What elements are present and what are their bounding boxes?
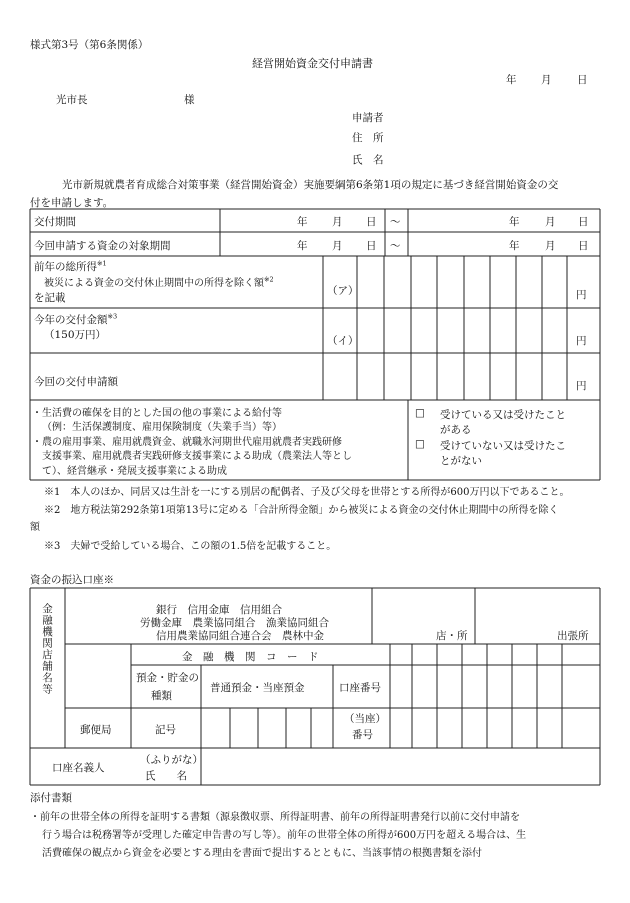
- benefit-text-line4: 支援事業、雇用就農者実践研修支援事業による助成（農業法人等とし: [42, 451, 352, 462]
- target-period-start-year: 年: [297, 240, 308, 252]
- option-not-received-label: 受けていない又は受けたこ: [440, 440, 566, 452]
- grant-period-end-day: 日: [578, 216, 589, 228]
- target-period-label: 今回申請する資金の対象期間: [34, 240, 171, 252]
- date-day-label: 日: [577, 74, 588, 86]
- request-amount-yen: 円: [576, 380, 587, 392]
- grant-amount-label-line2: （150万円）: [44, 329, 107, 341]
- target-period-start-month: 月: [332, 240, 343, 252]
- bank-office-label: 出張所: [557, 630, 589, 642]
- option-received-checkbox[interactable]: □: [415, 407, 425, 419]
- account-holder-label: 口座名義人: [52, 762, 105, 774]
- attachments-title: 添付書類: [30, 792, 72, 804]
- addressee-sama: 様: [184, 94, 195, 106]
- applicant-label: 申請者: [352, 112, 384, 124]
- bank-types-line2: 労働金庫 農業協同組合 漁業協同組合: [140, 617, 329, 629]
- bank-branch-label: 店・所: [436, 630, 468, 642]
- applicant-name-label: 氏 名: [352, 154, 384, 166]
- grant-period-label: 交付期間: [34, 216, 76, 228]
- target-period-end-year: 年: [509, 240, 520, 252]
- grant-period-start-year: 年: [297, 216, 308, 228]
- bank-section-title: 資金の振込口座※: [30, 574, 114, 586]
- option-not-received-label-cont: とがない: [440, 455, 482, 467]
- bank-types-line1: 銀行 信用金庫 信用組合: [156, 604, 282, 616]
- post-symbol-label: 記号: [155, 724, 176, 736]
- grant-period-end-month: 月: [545, 216, 556, 228]
- attachments-line2: 行う場合は税務署等が受理した確定申告書の写し等）。前年の世帯全体の所得が600万円を超える場合は、生: [42, 830, 527, 841]
- benefit-text-line3: ・農の雇用事業、雇用就農資金、就職氷河期世代雇用就農者実践研修: [32, 437, 342, 448]
- prev-income-a-label: （ア）: [327, 285, 359, 297]
- grant-period-tilde: ～: [390, 216, 401, 228]
- post-current-label-line2: 番号: [352, 729, 373, 741]
- attachments-line3: 活費確保の観点から資金を必要とする理由を書面で提出するとともに、当該事情の根拠書類を添付: [42, 848, 482, 859]
- bank-code-label: 金 融 機 関 コ ー ド: [182, 651, 319, 663]
- benefit-text-line5: て）、経営継承・発展支援事業による助成: [42, 466, 227, 477]
- option-received-label: 受けている又は受けたこと: [440, 409, 566, 421]
- deposit-kind-options: 普通預金・当座預金: [210, 682, 305, 694]
- option-received-label-cont: がある: [440, 424, 472, 436]
- holder-name-label: 氏 名: [145, 770, 187, 782]
- bank-side-label: 金融機関店舗名等: [41, 603, 53, 695]
- benefit-text-line2: （例：生活保護制度、雇用保険制度（失業手当）等）: [42, 422, 282, 433]
- deposit-type-label-line2: 種類: [151, 690, 172, 702]
- date-year-label: 年: [506, 74, 517, 86]
- target-period-end-day: 日: [578, 240, 589, 252]
- option-not-received-checkbox[interactable]: □: [415, 438, 425, 450]
- form-number: 様式第3号（第6条関係）: [30, 39, 149, 51]
- prev-income-yen: 円: [576, 289, 587, 301]
- post-office-label: 郵便局: [80, 724, 112, 736]
- benefit-text-line1: ・生活費の確保を目的とした国の他の事業による給付等: [32, 408, 282, 419]
- prev-income-label-line1: 前年の総所得$^{※1}$: [34, 259, 107, 273]
- post-current-label-line1: （当座）: [344, 713, 386, 725]
- note-2-line1: ※2 地方税法第292条第1項第13号に定める「合計所得金額」から被災による資金の交付休止期間中の所得を除く: [44, 505, 559, 516]
- note-2-line2: 額: [30, 522, 40, 533]
- target-period-end-month: 月: [545, 240, 556, 252]
- grant-amount-i-label: （イ）: [327, 335, 359, 347]
- prev-income-label-line3: を記載: [34, 292, 66, 304]
- intro-text-line1: 光市新規就農者育成総合対策事業（経営開始資金）実施要綱第6条第1項の規定に基づき経営開始資金の交: [62, 179, 559, 191]
- grant-amount-yen: 円: [576, 335, 587, 347]
- note-3: ※3 夫婦で受給している場合、この額の1.5倍を記載すること。: [44, 541, 337, 552]
- addressee-mayor: 光市長: [56, 94, 88, 106]
- grant-amount-label-line1: 今年の交付金額$^{※3}$: [34, 312, 118, 326]
- intro-text-line2: 付を申請します。: [30, 197, 114, 209]
- prev-income-label-line2: 被災による資金の交付休止期間中の所得を除く額$^{※2}$: [44, 275, 274, 289]
- applicant-address-label: 住 所: [352, 132, 384, 144]
- furigana-label: （ふりがな）: [140, 754, 203, 766]
- request-amount-label: 今回の交付申請額: [34, 376, 118, 388]
- account-number-label: 口座番号: [339, 682, 381, 694]
- attachments-line1: ・前年の世帯全体の所得を証明する書類（源泉徴収票、所得証明書、前年の所得証明書発行以前に交付申請を: [30, 812, 520, 823]
- target-period-tilde: ～: [390, 240, 401, 252]
- grant-period-start-day: 日: [366, 216, 377, 228]
- deposit-type-label-line1: 預金・貯金の: [136, 672, 199, 684]
- date-month-label: 月: [541, 74, 552, 86]
- form-title: 経営開始資金交付申請書: [252, 57, 373, 70]
- note-1: ※1 本人のほか、同居又は生計を一にする別居の配偶者、子及び父母を世帯とする所得が600万円以下であること。: [44, 487, 570, 498]
- target-period-start-day: 日: [366, 240, 377, 252]
- bank-types-line3: 信用農業協同組合連合会 農林中金: [156, 630, 324, 642]
- grant-period-end-year: 年: [509, 216, 520, 228]
- grant-period-start-month: 月: [332, 216, 343, 228]
